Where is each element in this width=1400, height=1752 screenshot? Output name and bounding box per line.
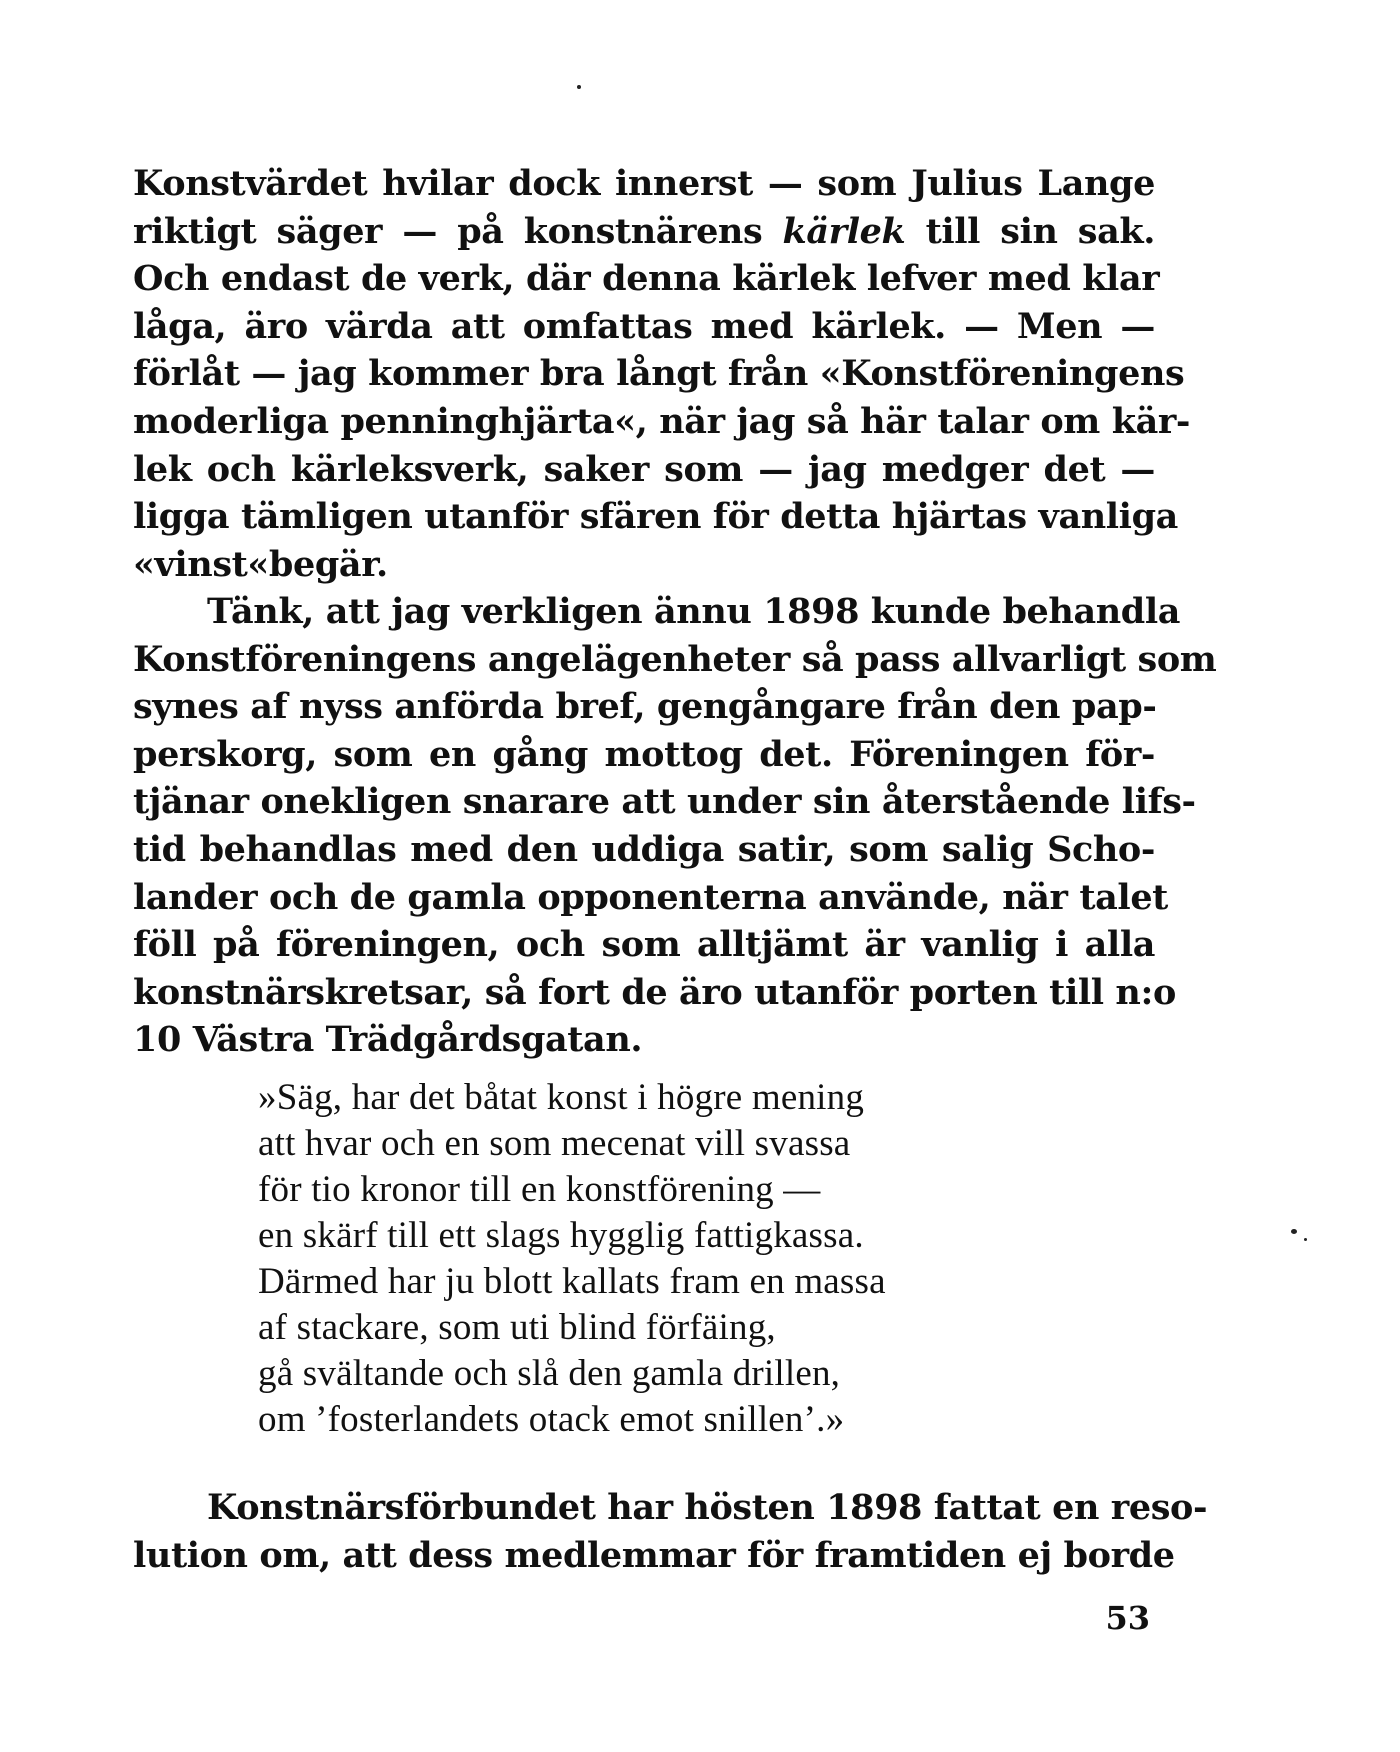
poem-line: för tio kronor till en konstförening — <box>258 1169 821 1210</box>
text-line: synes af nyss anförda bref, gengångare från den pap- <box>133 686 1157 728</box>
print-speck <box>577 85 581 89</box>
text-line: Tänk, att jag verkligen ännu 1898 kunde behandla <box>207 591 1181 632</box>
poem-line: en skärf till ett slags hygglig fattigkassa. <box>258 1215 864 1256</box>
text-line: 10 Västra Trädgårdsgatan. <box>133 1019 643 1061</box>
text-line: riktigt säger — på konstnärens kärlek till sin sak. <box>133 210 1156 252</box>
poem-line: af stackare, som uti blind förfäing, <box>258 1307 776 1348</box>
text-line: ligga tämligen utanför sfären för detta hjärtas vanliga <box>133 496 1178 538</box>
paragraph-1 <box>133 160 1191 588</box>
poem-line: att hvar och en som mecenat vill svassa <box>258 1123 851 1164</box>
poem-line: »Säg, har det båtat konst i högre mening <box>258 1077 865 1118</box>
text-line: tjänar onekligen snarare att under sin återstående lifs- <box>133 781 1196 823</box>
poem-line: om ’fosterlandets otack emot snillen’.» <box>258 1399 845 1440</box>
text-line: Konstvärdet hvilar dock innerst — som Julius Lange <box>133 163 1155 204</box>
text-line: moderliga penninghjärta«, när jag så här talar om kär- <box>133 400 1191 442</box>
text-line: «vinst«begär. <box>133 543 388 585</box>
print-speck <box>1291 1229 1297 1234</box>
text-line: Konstnärsförbundet har hösten 1898 fattat en reso- <box>207 1487 1208 1528</box>
text-line: perskorg, som en gång mottog det. Föreningen för- <box>133 733 1155 775</box>
text-line: Konstföreningens angelägenheter så pass allvarligt som <box>133 638 1217 680</box>
paragraph-2 <box>133 588 1217 1064</box>
text-line: lek och kärleksverk, saker som — jag medger det — <box>133 448 1155 490</box>
text-line: konstnärskretsar, så fort de äro utanför porten till n:o <box>133 971 1176 1013</box>
print-speck <box>1304 1238 1307 1241</box>
text-line: lution om, att dess medlemmar för framtiden ej borde <box>133 1534 1175 1576</box>
poem-quote <box>258 1075 1058 1443</box>
text-line: tid behandlas med den uddiga satir, som salig Scho- <box>133 828 1155 870</box>
text-line: förlåt — jag kommer bra långt från «Konstföreningens <box>133 353 1185 395</box>
page-number: 53 <box>1105 1599 1150 1637</box>
text-line: Och endast de verk, där denna kärlek lefver med klar <box>133 258 1160 300</box>
text-line: lander och de gamla opponenterna använde, när talet <box>133 876 1168 918</box>
text-line: låga, äro värda att omfattas med kärlek. — Men — <box>133 305 1155 347</box>
text-line: föll på föreningen, och som alltjämt är vanlig i alla <box>133 924 1155 966</box>
poem-line: gå svältande och slå den gamla drillen, <box>258 1353 841 1394</box>
paragraph-3 <box>133 1484 1208 1579</box>
poem-line: Därmed har ju blott kallats fram en massa <box>258 1261 886 1302</box>
